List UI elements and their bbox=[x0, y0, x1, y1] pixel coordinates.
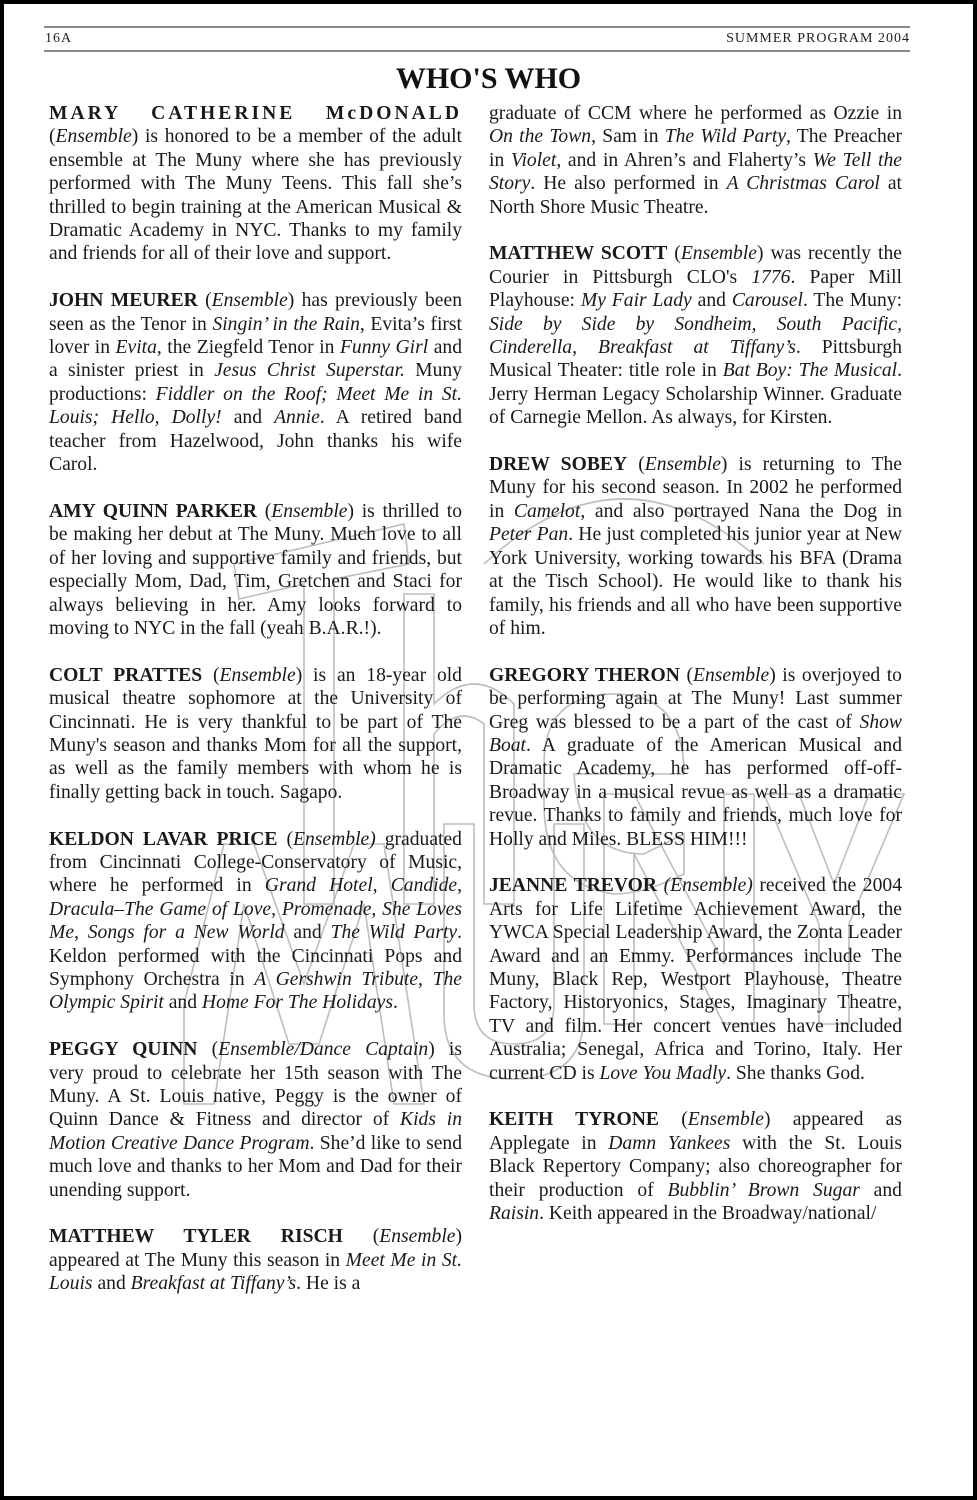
work-title: Jesus Christ Superstar. bbox=[214, 360, 405, 382]
bio-text: ) is honored to be a member of the adult ensemble at The Muny where she has previously performed with The Muny Teens. This fall she’s thrilled to begin training at the American Musical & Dramatic Academy in NYC. Thanks to my family and friends for all of their love and support. bbox=[49, 126, 462, 265]
bio-text: and bbox=[92, 1273, 131, 1295]
right-column bbox=[489, 102, 902, 1249]
work-title: (Ensemble) bbox=[663, 875, 753, 897]
work-title: Funny Girl bbox=[339, 337, 429, 359]
performer-name: JEANNE TREVOR bbox=[489, 875, 658, 897]
work-title: Bat Boy: The Musical bbox=[722, 360, 898, 382]
bio-text: ) has previously been seen as the Tenor in bbox=[49, 290, 462, 335]
bio-text: and bbox=[691, 290, 732, 312]
work-title: Candide, Dracula–The Game of Love, Promenade, She Loves Me, Songs for a New World bbox=[49, 875, 462, 944]
bio-text: graduated from Cincinnati College-Conservatory of Music, where he performed in bbox=[49, 828, 462, 897]
bio-text: . Paper Mill Playhouse: bbox=[489, 266, 902, 312]
work-title: We Tell the Story bbox=[489, 149, 902, 195]
bio-text: with the St. Louis Black Repertory Company; also choreographer for their production of bbox=[489, 1132, 902, 1201]
work-title: Violet bbox=[510, 149, 557, 171]
bio-entry-peggy-quinn bbox=[49, 1038, 462, 1202]
bio-text: ) is thrilled to be making her debut at The Muny. Much love to all of her loving and supportive family and friends, but especially Mom, Dad, Tim, Gretchen and Staci for always believing in her. Amy looks forward to moving to NYC in the fall (yeah B.A.R.!). bbox=[49, 500, 463, 639]
bio-text: ) is an 18-year old musical theatre sophomore at the University of Cincinnati. He is very thankful to be part of The Muny's season and thanks Mom for all the support, as well as the family members with whom he is finally getting back in touch. Sagapo. bbox=[49, 664, 462, 803]
bio-entry-john-meurer bbox=[49, 289, 462, 476]
bio-text: , Sam in bbox=[591, 126, 665, 148]
bio-entry-jeanne-trevor bbox=[489, 874, 902, 1085]
bio-text: ( bbox=[667, 243, 681, 265]
bio-entry-amy-quinn-parker bbox=[49, 500, 462, 640]
performer-name: KEITH TYRONE bbox=[489, 1109, 659, 1131]
performer-name: DREW SOBEY bbox=[489, 454, 628, 476]
header-bottom-rule bbox=[44, 50, 910, 52]
work-title: Bubblin’ Brown Sugar bbox=[667, 1179, 860, 1201]
bio-text: received the 2004 Arts for Life Lifetime Achievement Award, the YWCA Special Leadership Award, the Zonta Leader Award and an Emmy. Performances include The Muny, Black Rep, Westport Playhouse, Theatre Factory, Historyonics, Stages, Imaginary Theatre, TV and film. Her concert venues have included Australia; Senegal, Africa and Torino, Italy. Her current CD is bbox=[489, 875, 902, 1084]
bio-text: and bbox=[163, 992, 202, 1014]
performer-name: PEGGY QUINN bbox=[49, 1039, 198, 1061]
bio-text: ) is overjoyed to be performing again at The Muny! Last summer Greg was blessed to be a part of the cast of bbox=[489, 664, 902, 733]
bio-text: , and in Ahren’s and Flaherty’s bbox=[556, 149, 813, 171]
work-title: On the Town bbox=[489, 126, 592, 148]
header-top-rule bbox=[44, 26, 910, 28]
publication-title: SUMMER PROGRAM 2004 bbox=[726, 31, 910, 46]
bio-text: . He just completed his junior year at New York University, working towards his BFA (Drama at the Tisch School). He would like to thank his family, his friends and all who have been supportive of him. bbox=[489, 524, 902, 639]
bio-entry-keldon-lavar-price bbox=[49, 828, 462, 1015]
work-title: Breakfast at Tiffany’s bbox=[130, 1273, 297, 1295]
bio-entry-matthew-scott bbox=[489, 242, 902, 429]
bio-text: Muny productions: bbox=[49, 360, 462, 405]
bio-text: ) appeared at The Muny this season in bbox=[49, 1226, 462, 1271]
work-title: Grand Hotel bbox=[264, 875, 373, 897]
bio-text: ( bbox=[342, 1226, 380, 1248]
work-title: Camelot bbox=[513, 500, 581, 522]
page-title: WHO'S WHO bbox=[395, 62, 582, 95]
bio-text: . Keldon performed with the Cincinnati Pops and Symphony Orchestra in bbox=[49, 922, 462, 990]
bio-text: ( bbox=[197, 1039, 219, 1061]
bio-text: , The Preacher in bbox=[489, 126, 903, 171]
bio-text: . He also performed in bbox=[530, 173, 727, 195]
bio-text: , the Ziegfeld Tenor in bbox=[156, 337, 340, 359]
bio-text: . bbox=[392, 992, 398, 1014]
bio-text: and a sinister priest in bbox=[49, 337, 462, 382]
work-title: A Gershwin Tribute, The Olympic Spirit bbox=[49, 968, 462, 1014]
bio-text: at North Shore Music Theatre. bbox=[489, 173, 903, 218]
bio-text: ( bbox=[658, 1109, 688, 1131]
bio-text: . He is a bbox=[296, 1273, 361, 1295]
work-title: Singin’ in the Rain bbox=[212, 313, 360, 335]
bio-text: ( bbox=[627, 454, 645, 476]
bio-text: . Jerry Herman Legacy Scholarship Winner. Graduate of Carnegie Mellon. As always, for Kirsten. bbox=[489, 360, 902, 429]
bio-text: . A retired band teacher from Hazelwood, John thanks his wife Carol. bbox=[49, 407, 463, 476]
bio-text: ( bbox=[202, 664, 220, 686]
work-title: Ensemble bbox=[680, 243, 757, 265]
work-title: Home For The Holidays bbox=[201, 992, 393, 1014]
bio-text: ) is very proud to celebrate her 15th season with The Muny. A St. Louis native, Peggy is the owner of Quinn Dance & Fitness and director of bbox=[49, 1039, 462, 1131]
work-title: Ensemble bbox=[693, 664, 770, 686]
work-title: Evita bbox=[115, 337, 157, 359]
work-title: Carousel bbox=[731, 290, 803, 312]
work-title: Show Boat bbox=[489, 711, 902, 756]
page-number: 16A bbox=[45, 31, 73, 46]
work-title: Ensemble bbox=[644, 454, 721, 476]
work-title: Peter Pan bbox=[489, 524, 569, 546]
work-title: A Christmas Carol bbox=[726, 173, 880, 195]
bio-text: and bbox=[284, 922, 331, 944]
bio-text: ( bbox=[197, 290, 212, 312]
bio-entry-gregory-theron bbox=[489, 664, 902, 851]
work-title: Ensemble bbox=[219, 664, 296, 686]
work-title: Ensemble bbox=[379, 1226, 456, 1248]
performer-name: MARY CATHERINE McDONALD bbox=[49, 103, 462, 124]
work-title: Ensemble bbox=[271, 500, 348, 522]
bio-text: , and also portrayed Nana the Dog in bbox=[580, 500, 902, 522]
work-title: Fiddler on the Roof; Meet Me in St. Louis; Hello, Dolly! bbox=[49, 383, 462, 429]
bio-text: . She’d like to send much love and thanks to her Mom and Dad for their unending support. bbox=[49, 1132, 462, 1201]
bio-text: . Keith appeared in the Broadway/national/ bbox=[539, 1203, 877, 1225]
bio-text: , Evita’s first lover in bbox=[49, 313, 462, 359]
bio-text: and bbox=[859, 1179, 902, 1201]
work-title: Ensemble bbox=[211, 290, 288, 312]
performer-name: AMY QUINN PARKER bbox=[49, 500, 258, 522]
work-title: Ensemble/Dance Captain bbox=[218, 1039, 429, 1061]
bio-entry-colt-prattes bbox=[49, 664, 462, 804]
bio-text: . The Muny: bbox=[802, 290, 903, 312]
work-title: Ensemble) bbox=[293, 828, 376, 850]
bio-text: ( bbox=[679, 664, 693, 686]
left-column bbox=[49, 102, 462, 1296]
bio-text: , bbox=[372, 875, 391, 897]
bio-entry-mary-catherine-mcdonald bbox=[49, 102, 462, 266]
work-title: Damn Yankees bbox=[608, 1132, 731, 1154]
work-title: Kids in Motion Creative Dance Program bbox=[49, 1109, 463, 1154]
work-title: Annie bbox=[274, 407, 320, 429]
bio-text: ( bbox=[257, 500, 272, 522]
bio-entry-keith-tyrone bbox=[489, 1108, 902, 1225]
work-title: Ensemble bbox=[55, 126, 132, 148]
work-title: 1776 bbox=[751, 266, 791, 288]
bio-entry-drew-sobey bbox=[489, 453, 902, 640]
work-title: Raisin bbox=[489, 1203, 540, 1225]
bio-entry-matthew-tyler-risch-continued bbox=[489, 102, 902, 219]
bio-text: ( bbox=[277, 828, 294, 850]
performer-name: JOHN MEURER bbox=[49, 290, 198, 312]
performer-name: KELDON LAVAR PRICE bbox=[49, 828, 278, 850]
bio-text: and bbox=[221, 407, 275, 429]
bio-text: . She thanks God. bbox=[726, 1062, 865, 1084]
bio-text: . A graduate of the American Musical and Dramatic Academy, he has performed off-off-Broadway in a musical revue as well as a dramatic revue. Thanks to family and friends, much love for Holly and Miles. BLESS HIM!!! bbox=[489, 734, 902, 850]
bio-text: . Pittsburgh Musical Theater: title role in bbox=[489, 337, 902, 382]
performer-name: COLT PRATTES bbox=[49, 664, 203, 686]
work-title: The Wild Party bbox=[664, 126, 787, 148]
performer-name: MATTHEW TYLER RISCH bbox=[49, 1226, 343, 1248]
program-page bbox=[4, 4, 973, 1496]
bio-entry-matthew-tyler-risch bbox=[49, 1225, 462, 1295]
bio-text: ) appeared as Applegate in bbox=[489, 1109, 902, 1154]
performer-name: GREGORY THERON bbox=[489, 664, 680, 686]
bio-text: ) was recently the Courier in Pittsburgh CLO's bbox=[489, 243, 902, 288]
performer-name: MATTHEW SCOTT bbox=[489, 243, 668, 265]
work-title: Meet Me in St. Louis bbox=[49, 1249, 462, 1295]
work-title: Side by Side by Sondheim, South Pacific, Cinderella, Breakfast at Tiffany’s bbox=[489, 313, 902, 359]
work-title: Love You Madly bbox=[599, 1062, 727, 1084]
work-title: My Fair Lady bbox=[580, 290, 692, 312]
bio-text: graduate of CCM where he performed as Ozzie in bbox=[489, 103, 902, 124]
bio-text: ( bbox=[49, 126, 56, 148]
bio-text: ) is returning to The Muny for his second season. In 2002 he performed in bbox=[489, 454, 902, 522]
work-title: Ensemble bbox=[687, 1109, 764, 1131]
work-title: The Wild Party bbox=[330, 922, 458, 944]
